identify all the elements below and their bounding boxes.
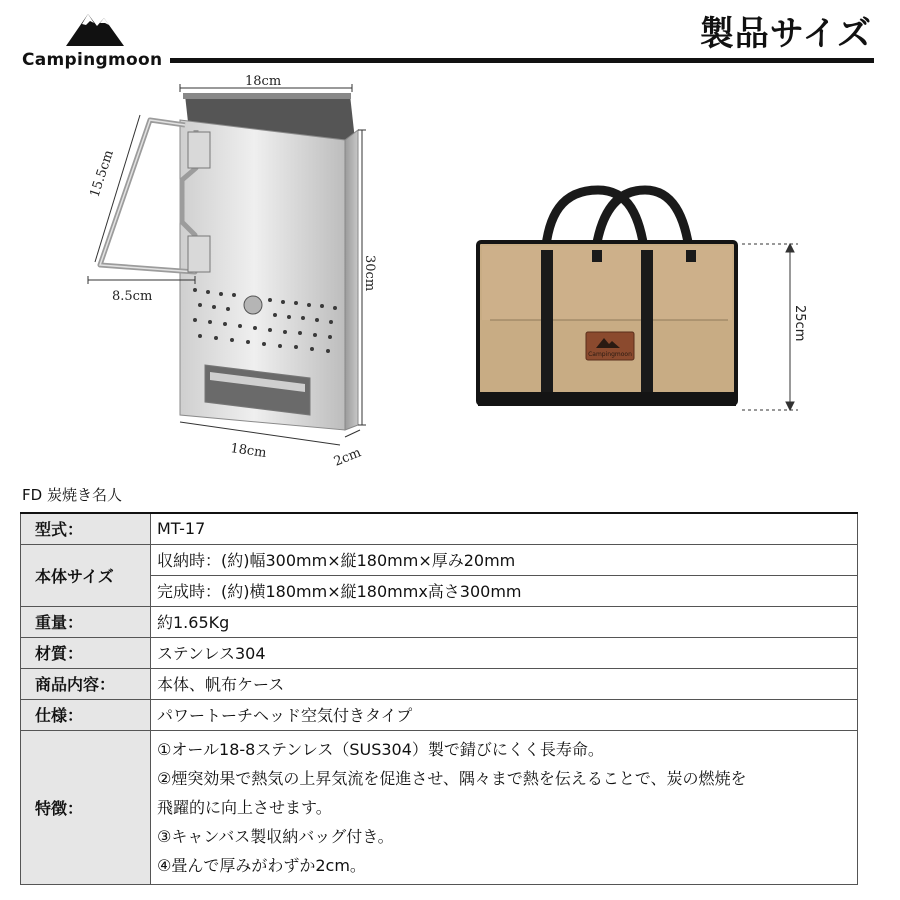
spec-value-model: MT-17 [151,513,858,544]
brand-logo [22,6,162,70]
dim-stove-bottom-width: 18cm [229,441,268,461]
dim-bag-height: 25cm [792,305,807,342]
spec-label-spec: 仕様： [21,699,151,730]
dim-stove-thickness: 2cm [331,445,364,470]
spec-value-size-assembled: 完成時：(約)横180mm×縦180mmx高さ300mm [151,575,858,606]
stove-image [100,93,358,430]
spec-value-size-stored: 収納時：(約)幅300mm×縦180mm×厚み20mm [151,544,858,575]
dim-stove-height: 30cm [362,255,377,292]
spec-label-material: 材質： [21,637,151,668]
spec-label-weight: 重量： [21,606,151,637]
feature-line: ①オール18-8ステンレス（SUS304）製で錆びにくく長寿命。 [157,739,604,759]
brand-name: Campingmoon [22,50,163,70]
spec-label-model: 型式： [21,513,151,544]
spec-label-features: 特徴： [21,730,151,884]
spec-value-material: ステンレス304 [151,637,858,668]
spec-label-size: 本体サイズ [21,544,151,606]
feature-line: ④畳んで厚みがわずか2cm。 [157,855,366,875]
spec-value-spec: パワートーチヘッド空気付きタイプ [151,699,858,730]
feature-line: ②煙突効果で熱気の上昇気流を促進させ、隅々まで熱を伝えることで、炭の燃焼を [157,768,747,788]
spec-row-model [21,513,858,544]
spec-table [20,512,858,885]
page-title: 製品サイズ [699,14,872,54]
header-divider [170,58,874,63]
dim-stove-handle-width: 8.5cm [112,289,153,304]
spec-value-contents: 本体、帆布ケース [151,668,858,699]
bag-image [478,190,736,406]
spec-label-contents: 商品内容： [21,668,151,699]
feature-line: ③キャンバス製収納バッグ付き。 [157,826,394,846]
mountain-logo-icon [64,6,126,48]
feature-line: 飛躍的に向上させます。 [157,797,332,817]
spec-row-material [21,637,858,668]
spec-row-spec [21,699,858,730]
spec-row-weight [21,606,858,637]
spec-row-features [21,730,858,884]
spec-value-features [151,730,858,884]
product-illustration [0,68,900,478]
bag-dimension-line [742,244,798,410]
spec-value-weight: 約1.65Kg [151,606,858,637]
dim-stove-top-width: 18cm [245,74,282,89]
spec-row-size-stored [21,544,858,575]
bag-badge-text: Campingmoon [588,351,632,358]
spec-row-contents [21,668,858,699]
dim-stove-handle-height: 15.5cm [87,148,117,200]
product-name: FD 炭焼き名人 [22,486,122,504]
